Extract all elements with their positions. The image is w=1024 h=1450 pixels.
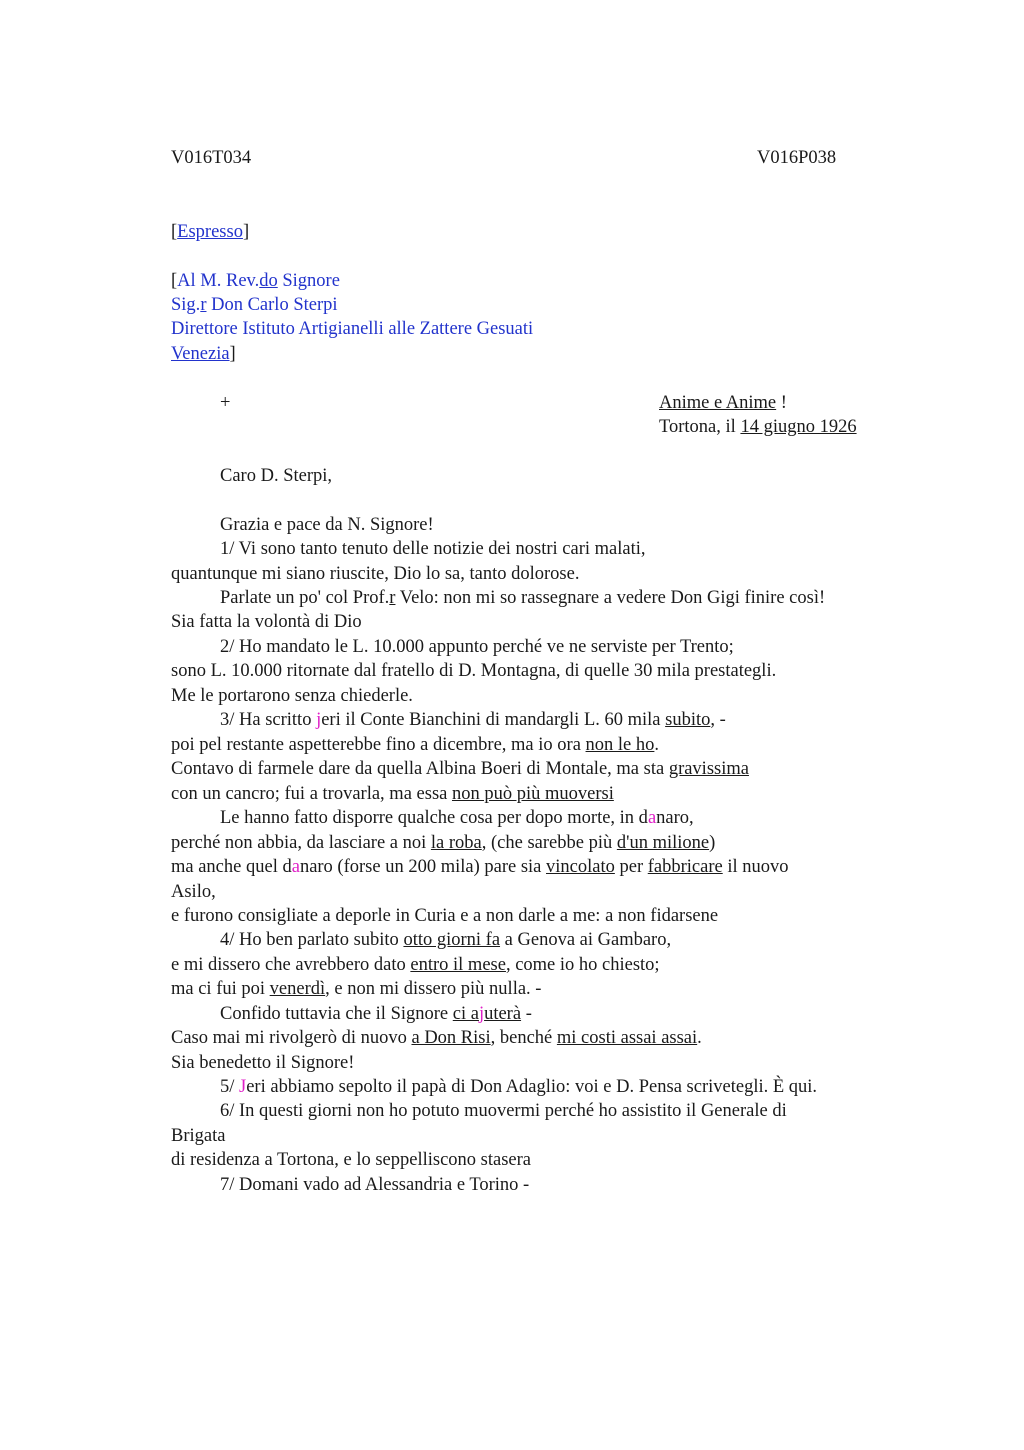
motto: [659, 392, 787, 414]
underlined-text: la roba: [430, 833, 482, 853]
underlined-text: non può più muoversi: [451, 784, 614, 804]
body-line: [220, 1003, 532, 1025]
underlined-text: fabbricare: [647, 857, 723, 877]
highlight-letter: j: [478, 1004, 485, 1024]
underlined-text: vincolato: [546, 857, 615, 877]
body-line: [171, 1027, 702, 1049]
text-span: , come io ho chiesto;: [505, 955, 660, 975]
text-span: , e non mi dissero più nulla. -: [325, 979, 542, 999]
document-code-right: V016P038: [757, 148, 837, 168]
underlined-text: gravissima: [668, 759, 749, 779]
greeting: Grazia e pace da N. Signore!: [220, 515, 434, 535]
text-span: ma anche quel d: [171, 857, 292, 877]
body-line: [220, 587, 825, 609]
text-span: 5/: [220, 1077, 240, 1097]
text-span: per: [614, 857, 648, 877]
text-span: naro (forse un 200 mila) pare sia: [299, 857, 547, 877]
espresso-label: Espresso: [177, 222, 243, 242]
highlight-letter: J: [239, 1077, 247, 1097]
text-span: , -: [710, 710, 726, 730]
underlined-text: uterà: [484, 1004, 522, 1024]
address-line-3: Direttore Istituto Artigianelli alle Zattere Gesuati: [171, 319, 534, 339]
address-line-1: [171, 270, 340, 292]
text-span: eri abbiamo sepolto il papà di Don Adaglio: voi e D. Pensa scrivetegli. È qui.: [246, 1077, 818, 1097]
body-line: [171, 734, 659, 756]
text-span: naro,: [656, 808, 694, 828]
abbrev-span: r: [389, 588, 396, 608]
body-line: [220, 709, 726, 731]
cross-symbol: +: [220, 393, 231, 413]
text-span: Confido tuttavia che il Signore: [220, 1004, 453, 1024]
body-line: sono L. 10.000 ritornate dal fratello di D. Montagna, di quelle 30 mila prestategli.: [171, 661, 777, 681]
text-span: Velo: non mi so rassegnare a vedere Don Gigi finire così!: [395, 588, 826, 608]
body-line: [220, 1076, 817, 1098]
body-line: di residenza a Tortona, e lo seppelliscono stasera: [171, 1150, 532, 1170]
body-line: 7/ Domani vado ad Alessandria e Torino -: [220, 1175, 530, 1195]
address-city: Venezia: [171, 344, 230, 364]
body-line: 1/ Vi sono tanto tenuto delle notizie dei nostri cari malati,: [220, 539, 646, 559]
text-span: .: [654, 735, 660, 755]
body-line: [171, 856, 788, 878]
salutation: Caro D. Sterpi,: [220, 466, 333, 486]
body-line: Asilo,: [171, 882, 216, 902]
text-span: il nuovo: [722, 857, 789, 877]
motto-text: Anime e Anime: [659, 393, 777, 413]
address-text: Al M. Rev.: [177, 271, 260, 291]
body-line: 6/ In questi giorni non ho potuto muovermi perché ho assistito il Generale di: [220, 1101, 787, 1121]
text-span: Contavo di farmele dare da quella Albina Boeri di Montale, ma sta: [171, 759, 669, 779]
body-line: [220, 929, 671, 951]
body-line: e furono consigliate a deporle in Curia e a non darle a me: a non fidarsene: [171, 906, 719, 926]
address-text: Signore: [277, 271, 340, 291]
text-span: 3/ Ha scritto: [220, 710, 317, 730]
text-span: e mi dissero che avrebbero dato: [171, 955, 411, 975]
underlined-text: non le ho: [585, 735, 655, 755]
address-line-4: [171, 343, 236, 365]
highlight-letter: j: [316, 710, 322, 730]
bracket-close: ]: [229, 344, 236, 364]
text-span: Parlate un po' col Prof.: [220, 588, 390, 608]
address-abbrev: do: [259, 271, 278, 291]
body-line: [171, 978, 541, 1000]
underlined-text: entro il mese: [410, 955, 506, 975]
text-span: poi pel restante aspetterebbe fino a dicembre, ma io ora: [171, 735, 586, 755]
body-line: Sia benedetto il Signore!: [171, 1053, 355, 1073]
text-span: Caso mai mi rivolgerò di nuovo: [171, 1028, 412, 1048]
highlight-letter: a: [291, 857, 300, 877]
motto-tail: !: [776, 393, 787, 413]
highlight-letter: a: [647, 808, 657, 828]
underlined-text: mi costi assai assai: [556, 1028, 698, 1048]
text-span: , benché: [490, 1028, 557, 1048]
text-span: , (che sarebbe più: [481, 833, 617, 853]
text-span: con un cancro; fui a trovarla, ma essa: [171, 784, 452, 804]
bracket-open: [: [171, 271, 178, 291]
address-text: Sig.: [171, 295, 201, 315]
body-line: Sia fatta la volontà di Dio: [171, 612, 362, 632]
body-line: [220, 807, 694, 829]
text-span: perché non abbia, da lasciare a noi: [171, 833, 431, 853]
body-line: [171, 954, 660, 976]
address-line-2: [171, 294, 338, 316]
body-line: [171, 758, 749, 780]
body-line: [171, 832, 715, 854]
body-line: 2/ Ho mandato le L. 10.000 appunto perché ve ne serviste per Trento;: [220, 637, 734, 657]
underlined-text: d'un milione: [616, 833, 710, 853]
text-span: 4/ Ho ben parlato subito: [220, 930, 404, 950]
text-span: eri il Conte Bianchini di mandargli L. 60 mila: [321, 710, 666, 730]
text-span: -: [521, 1004, 532, 1024]
underlined-text: ci a: [452, 1004, 479, 1024]
underlined-text: subito: [665, 710, 711, 730]
text-span: ): [709, 833, 716, 853]
place-text: Tortona, il: [659, 417, 741, 437]
place-date: [659, 416, 857, 438]
underlined-text: venerdì: [269, 979, 326, 999]
body-line: Brigata: [171, 1126, 226, 1146]
underlined-text: a Don Risi: [411, 1028, 491, 1048]
date-text: 14 giugno 1926: [740, 417, 857, 437]
address-text: Don Carlo Sterpi: [206, 295, 338, 315]
text-span: .: [697, 1028, 702, 1048]
document-code-left: V016T034: [171, 148, 252, 168]
bracket-close: ]: [242, 222, 250, 242]
text-span: Le hanno fatto disporre qualche cosa per dopo morte, in d: [220, 808, 648, 828]
underlined-text: otto giorni fa: [403, 930, 501, 950]
bracket-open: [: [171, 222, 178, 242]
text-span: ma ci fui poi: [171, 979, 270, 999]
address-abbrev: r: [200, 295, 207, 315]
body-line: Me le portarono senza chiederle.: [171, 686, 413, 706]
body-line: [171, 783, 614, 805]
espresso-line: [171, 221, 249, 243]
text-span: a Genova ai Gambaro,: [500, 930, 672, 950]
body-line: quantunque mi siano riuscite, Dio lo sa, tanto dolorose.: [171, 564, 580, 584]
